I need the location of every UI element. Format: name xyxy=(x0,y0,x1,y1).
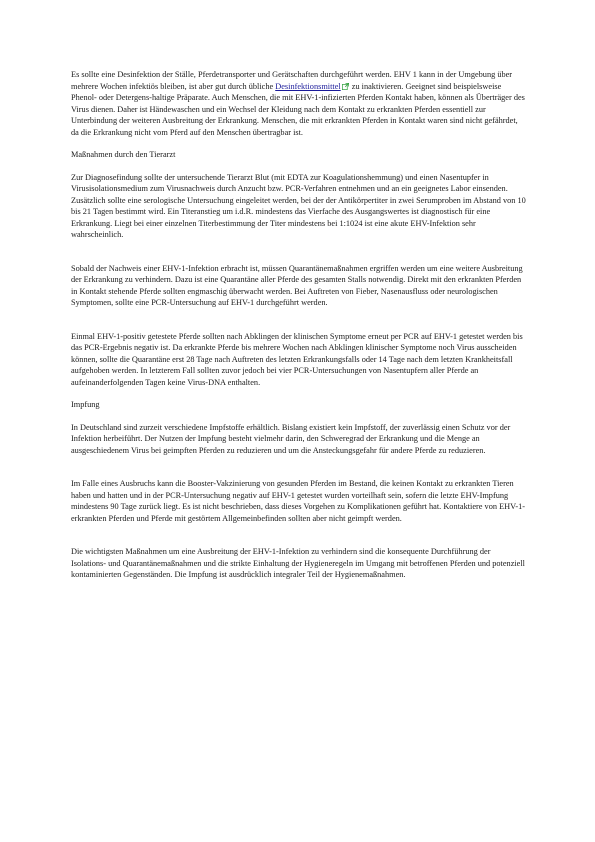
heading-vet-measures: Maßnahmen durch den Tierarzt xyxy=(71,150,176,159)
paragraph-retesting: Einmal EHV-1-positiv getestete Pferde sollten nach Abklingen der klinischen Symptome erneut per PCR auf EHV-1 getestet werden bis das PCR-Ergebnis negativ ist. Da erkrankte Pferde bis mehrere Wochen nach Abklingen klinischer Symptome noch Virus ausscheiden können, sollte die Quarantäne erst 28 Tage nach Auftreten des letzten Erkrankungsfalls oder 14 Tage nach dem letzten Krankheitsfall aufgehoben werden. In letzterem Fall sollten zuvor jedoch bei vier PCR-Untersuchungen von Nasentupfern aller Pferde an aufeinanderfolgenden Tagen keine Virus-DNA enthalten. xyxy=(71,331,523,387)
paragraph-quarantine: Sobald der Nachweis einer EHV-1-Infektion erbracht ist, müssen Quarantänemaßnahmen ergriffen werden um eine weitere Ausbreitung der Erkrankung zu verhindern. Dazu ist eine Quarantäne aller Pferde des gesamten Stalls notwendig. Direkt mit den erkrankten Pferden in Kontakt stehende Pferde sollten engmaschig überwacht werden. Bei Auftreten von Fieber, Nasenausfluss oder neurologischen Symptomen, sollte eine PCR-Untersuchung auf EHV-1 durchgeführt werden. xyxy=(71,263,523,307)
document-page xyxy=(71,69,526,581)
external-link-icon[interactable] xyxy=(342,83,349,90)
paragraph-key-measures: Die wichtigsten Maßnahmen um eine Ausbreitung der EHV-1-Infektion zu verhindern sind die konsequente Durchführung der Isolations- und Quarantänemaßnahmen und die strikte Einhaltung der Hygieneregeln im Umgang mit betroffenen Pferden und potenziell kontaminierten Gegenständen. Die Impfung ist ausdrücklich integraler Teil der Hygienemaßnahmen. xyxy=(71,547,525,579)
disinfectant-link[interactable]: Desinfektionsmittel xyxy=(275,81,341,91)
paragraph-diagnosis: Zur Diagnosefindung sollte der untersuchende Tierarzt Blut (mit EDTA zur Koagulationshemmung) und einen Nasentupfer in Virusisolationsmedium zum Virusnachweis durch Anzucht bzw. PCR-Verfahren entnehmen und an ein geeignetes Labor einsenden. Zusätzlich sollte eine serologische Untersuchung eingeleitet werden, bei der der Antikörpertiter in zwei Serumproben im Abstand von 10 bis 21 Tagen bestimmt wird. Ein Titeranstieg um i.d.R. mindestens das Vierfache des Ausgangswertes ist diagnostisch für eine Erkrankung. Liegt bei einer einzelnen Titerbestimmung der Titer mindestens bei 1:1024 ist eine akute EHV-Infektion sehr wahrscheinlich. xyxy=(71,172,526,239)
paragraph-text: Es sollte eine Desinfektion der Ställe, Pferdetransporter und Gerätschaften durchgeführt werden. EHV 1 kann in der Umgebung über mehrere Wochen infektiös bleiben, ist aber gut durch übliche xyxy=(71,70,513,91)
paragraph-disinfection xyxy=(71,69,526,138)
heading-vaccination: Impfung xyxy=(71,400,100,409)
paragraph-text: zu inaktivieren. Geeignet sind beispielsweise Phenol- oder Detergens-haltige Präparate. Auch Menschen, die mit EHV-1-infizierten Pferden Kontakt haben, können als Überträger des Virus dienen. Daher ist Händewaschen und ein Wechsel der Kleidung nach dem Kontakt zu erkrankten Pferden essentiell zur Unterbindung der weiteren Ausbreitung der Erkrankung. Menschen, die mit erkrankten Pferden in Kontakt waren sind nicht gefährdet, da die Erkrankung nicht vom Pferd auf den Menschen übertragbar ist. xyxy=(71,81,525,137)
paragraph-booster: Im Falle eines Ausbruchs kann die Booster-Vakzinierung von gesunden Pferden im Bestand, die keinen Kontakt zu erkrankten Tieren haben und hatten und in der PCR-Untersuchung negativ auf EHV-1 getestet wurden vorteilhaft sein, sofern die letzte EHV-Impfung mindestens 90 Tage zurück liegt. Es ist nicht beschrieben, dass dieses Vorgehen zu Komplikationen geführt hat. Kontaktiere von EHV-1-erkrankten Pferden und Pferde mit gestörtem Allgemeinbefinden sollten aber nicht geimpft werden. xyxy=(71,479,526,523)
paragraph-vaccines: In Deutschland sind zurzeit verschiedene Impfstoffe erhältlich. Bislang existiert kein Impfstoff, der zuverlässig einen Schutz vor der Infektion herbeiführt. Der Nutzen der Impfung besteht vielmehr darin, den Schweregrad der Erkrankung und die Menge an ausgeschiedenem Virus bei geimpften Pferden zu reduzieren und um die Ansteckungsgefahr für andere Pferde zu reduzieren. xyxy=(71,422,511,455)
